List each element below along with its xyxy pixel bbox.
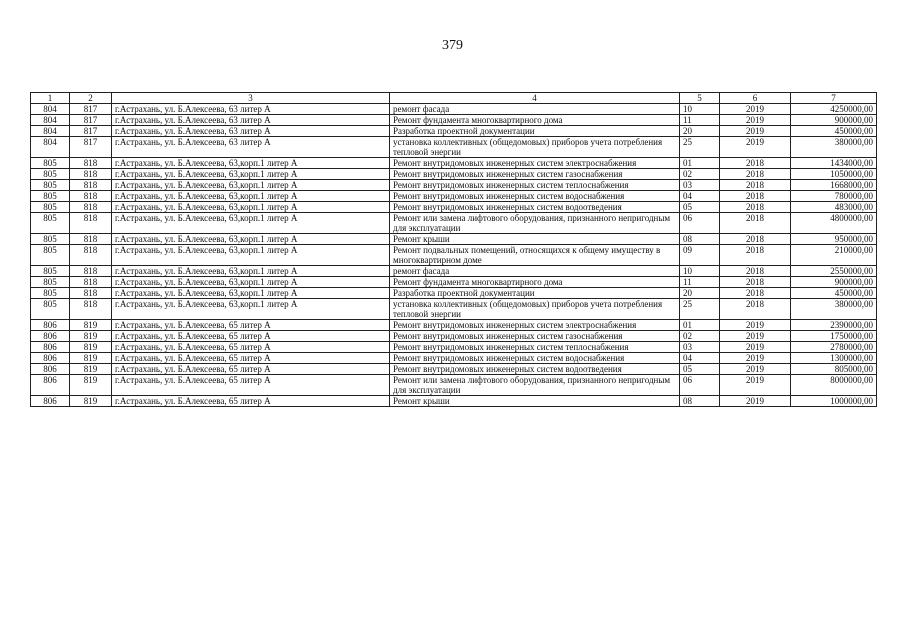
repair-schedule-table: [30, 92, 877, 407]
year-cell: 2018: [720, 202, 791, 213]
address-cell: г.Астрахань, ул. Б.Алексеева, 65 литер А: [112, 342, 390, 353]
record-number-cell: 818: [70, 299, 112, 320]
address-cell: г.Астрахань, ул. Б.Алексеева, 63,корп.1 литер А: [112, 213, 390, 234]
address-cell: г.Астрахань, ул. Б.Алексеева, 63 литер А: [112, 137, 390, 158]
record-number-cell: 819: [70, 331, 112, 342]
work-code-cell: 11: [680, 277, 720, 288]
row-number-cell: 805: [31, 191, 70, 202]
work-type-cell: установка коллективных (общедомовых) приборов учета потребления тепловой энергии: [390, 137, 680, 158]
page-number: 379: [442, 38, 463, 53]
table-row: [31, 180, 877, 191]
row-number-cell: 805: [31, 169, 70, 180]
year-cell: 2019: [720, 375, 791, 396]
work-code-cell: 03: [680, 180, 720, 191]
column-header: 5: [680, 93, 720, 104]
row-number-cell: 805: [31, 180, 70, 191]
column-header: 3: [112, 93, 390, 104]
header-row: [31, 93, 877, 104]
record-number-cell: 819: [70, 342, 112, 353]
row-number-cell: 805: [31, 158, 70, 169]
year-cell: 2018: [720, 191, 791, 202]
year-cell: 2018: [720, 158, 791, 169]
year-cell: 2019: [720, 342, 791, 353]
cost-cell: 1000000,00: [791, 396, 877, 407]
work-code-cell: 01: [680, 158, 720, 169]
row-number-cell: 804: [31, 137, 70, 158]
table-row: [31, 277, 877, 288]
table-row: [31, 234, 877, 245]
table-row: [31, 299, 877, 320]
table-row: [31, 396, 877, 407]
work-type-cell: Ремонт внутридомовых инженерных систем водоотведения: [390, 364, 680, 375]
cost-cell: 483000,00: [791, 202, 877, 213]
table-row: [31, 288, 877, 299]
work-type-cell: Ремонт подвальных помещений, относящихся к общему имуществу в многоквартирном доме: [390, 245, 680, 266]
record-number-cell: 818: [70, 277, 112, 288]
work-type-cell: Ремонт внутридомовых инженерных систем электроснабжения: [390, 158, 680, 169]
row-number-cell: 806: [31, 396, 70, 407]
record-number-cell: 818: [70, 245, 112, 266]
work-type-cell: Ремонт крыши: [390, 396, 680, 407]
work-type-cell: Ремонт фундамента многоквартирного дома: [390, 115, 680, 126]
work-type-cell: Разработка проектной документации: [390, 288, 680, 299]
address-cell: г.Астрахань, ул. Б.Алексеева, 65 литер А: [112, 375, 390, 396]
work-code-cell: 06: [680, 375, 720, 396]
work-type-cell: Разработка проектной документации: [390, 126, 680, 137]
year-cell: 2018: [720, 277, 791, 288]
cost-cell: 380000,00: [791, 137, 877, 158]
row-number-cell: 805: [31, 245, 70, 266]
cost-cell: 780000,00: [791, 191, 877, 202]
work-code-cell: 09: [680, 245, 720, 266]
table-row: [31, 245, 877, 266]
cost-cell: 1750000,00: [791, 331, 877, 342]
year-cell: 2019: [720, 115, 791, 126]
work-code-cell: 08: [680, 396, 720, 407]
address-cell: г.Астрахань, ул. Б.Алексеева, 63,корп.1 литер А: [112, 234, 390, 245]
record-number-cell: 819: [70, 396, 112, 407]
record-number-cell: 818: [70, 158, 112, 169]
row-number-cell: 805: [31, 234, 70, 245]
work-type-cell: Ремонт или замена лифтового оборудования, признанного непригодным для эксплуатации: [390, 375, 680, 396]
table-row: [31, 266, 877, 277]
cost-cell: 950000,00: [791, 234, 877, 245]
work-type-cell: Ремонт внутридомовых инженерных систем газоснабжения: [390, 169, 680, 180]
year-cell: 2019: [720, 137, 791, 158]
work-type-cell: Ремонт внутридомовых инженерных систем водоснабжения: [390, 191, 680, 202]
year-cell: 2019: [720, 396, 791, 407]
work-type-cell: Ремонт внутридомовых инженерных систем электроснабжения: [390, 320, 680, 331]
work-type-cell: ремонт фасада: [390, 266, 680, 277]
year-cell: 2018: [720, 299, 791, 320]
work-code-cell: 25: [680, 299, 720, 320]
year-cell: 2019: [720, 320, 791, 331]
row-number-cell: 806: [31, 331, 70, 342]
year-cell: 2018: [720, 169, 791, 180]
record-number-cell: 817: [70, 115, 112, 126]
work-type-cell: Ремонт внутридомовых инженерных систем водоснабжения: [390, 353, 680, 364]
column-header: 2: [70, 93, 112, 104]
column-header: 7: [791, 93, 877, 104]
address-cell: г.Астрахань, ул. Б.Алексеева, 63 литер А: [112, 126, 390, 137]
address-cell: г.Астрахань, ул. Б.Алексеева, 65 литер А: [112, 353, 390, 364]
cost-cell: 450000,00: [791, 288, 877, 299]
cost-cell: 2390000,00: [791, 320, 877, 331]
address-cell: г.Астрахань, ул. Б.Алексеева, 63,корп.1 литер А: [112, 158, 390, 169]
table-row: [31, 213, 877, 234]
address-cell: г.Астрахань, ул. Б.Алексеева, 63,корп.1 литер А: [112, 266, 390, 277]
address-cell: г.Астрахань, ул. Б.Алексеева, 65 литер А: [112, 364, 390, 375]
year-cell: 2019: [720, 364, 791, 375]
work-code-cell: 01: [680, 320, 720, 331]
table-row: [31, 331, 877, 342]
work-code-cell: 25: [680, 137, 720, 158]
cost-cell: 1668000,00: [791, 180, 877, 191]
address-cell: г.Астрахань, ул. Б.Алексеева, 65 литер А: [112, 396, 390, 407]
cost-cell: 210000,00: [791, 245, 877, 266]
table-row: [31, 104, 877, 115]
record-number-cell: 818: [70, 180, 112, 191]
table-row: [31, 202, 877, 213]
row-number-cell: 804: [31, 115, 70, 126]
record-number-cell: 818: [70, 266, 112, 277]
address-cell: г.Астрахань, ул. Б.Алексеева, 63,корп.1 литер А: [112, 299, 390, 320]
table-row: [31, 158, 877, 169]
work-type-cell: Ремонт внутридомовых инженерных систем водоотведения: [390, 202, 680, 213]
cost-cell: 450000,00: [791, 126, 877, 137]
record-number-cell: 818: [70, 191, 112, 202]
year-cell: 2018: [720, 266, 791, 277]
work-code-cell: 11: [680, 115, 720, 126]
address-cell: г.Астрахань, ул. Б.Алексеева, 63,корп.1 литер А: [112, 191, 390, 202]
row-number-cell: 805: [31, 213, 70, 234]
year-cell: 2018: [720, 213, 791, 234]
work-code-cell: 10: [680, 104, 720, 115]
work-type-cell: установка коллективных (общедомовых) приборов учета потребления тепловой энергии: [390, 299, 680, 320]
record-number-cell: 817: [70, 126, 112, 137]
cost-cell: 4800000,00: [791, 213, 877, 234]
year-cell: 2018: [720, 245, 791, 266]
table-row: [31, 320, 877, 331]
cost-cell: 8000000,00: [791, 375, 877, 396]
work-code-cell: 10: [680, 266, 720, 277]
address-cell: г.Астрахань, ул. Б.Алексеева, 65 литер А: [112, 320, 390, 331]
column-header: 4: [390, 93, 680, 104]
work-code-cell: 03: [680, 342, 720, 353]
column-header: 6: [720, 93, 791, 104]
record-number-cell: 819: [70, 320, 112, 331]
work-type-cell: Ремонт внутридомовых инженерных систем газоснабжения: [390, 331, 680, 342]
work-code-cell: 02: [680, 169, 720, 180]
record-number-cell: 818: [70, 234, 112, 245]
address-cell: г.Астрахань, ул. Б.Алексеева, 65 литер А: [112, 331, 390, 342]
cost-cell: 1300000,00: [791, 353, 877, 364]
table-row: [31, 364, 877, 375]
address-cell: г.Астрахань, ул. Б.Алексеева, 63,корп.1 литер А: [112, 180, 390, 191]
table-row: [31, 191, 877, 202]
table-row: [31, 137, 877, 158]
work-type-cell: Ремонт крыши: [390, 234, 680, 245]
year-cell: 2019: [720, 331, 791, 342]
cost-cell: 2780000,00: [791, 342, 877, 353]
cost-cell: 4250000,00: [791, 104, 877, 115]
address-cell: г.Астрахань, ул. Б.Алексеева, 63,корп.1 литер А: [112, 277, 390, 288]
record-number-cell: 817: [70, 137, 112, 158]
table-body: [31, 104, 877, 407]
row-number-cell: 806: [31, 364, 70, 375]
work-code-cell: 05: [680, 202, 720, 213]
address-cell: г.Астрахань, ул. Б.Алексеева, 63 литер А: [112, 115, 390, 126]
table-row: [31, 115, 877, 126]
row-number-cell: 806: [31, 342, 70, 353]
address-cell: г.Астрахань, ул. Б.Алексеева, 63,корп.1 литер А: [112, 245, 390, 266]
row-number-cell: 806: [31, 375, 70, 396]
table-row: [31, 353, 877, 364]
record-number-cell: 818: [70, 213, 112, 234]
work-type-cell: Ремонт или замена лифтового оборудования, признанного непригодным для эксплуатации: [390, 213, 680, 234]
cost-cell: 2550000,00: [791, 266, 877, 277]
year-cell: 2019: [720, 126, 791, 137]
work-code-cell: 08: [680, 234, 720, 245]
cost-cell: 380000,00: [791, 299, 877, 320]
row-number-cell: 805: [31, 202, 70, 213]
work-code-cell: 02: [680, 331, 720, 342]
row-number-cell: 806: [31, 353, 70, 364]
address-cell: г.Астрахань, ул. Б.Алексеева, 63 литер А: [112, 104, 390, 115]
row-number-cell: 805: [31, 299, 70, 320]
work-code-cell: 05: [680, 364, 720, 375]
cost-cell: 1050000,00: [791, 169, 877, 180]
record-number-cell: 819: [70, 364, 112, 375]
address-cell: г.Астрахань, ул. Б.Алексеева, 63,корп.1 литер А: [112, 202, 390, 213]
work-type-cell: ремонт фасада: [390, 104, 680, 115]
table-row: [31, 126, 877, 137]
work-code-cell: 20: [680, 288, 720, 299]
cost-cell: 900000,00: [791, 115, 877, 126]
year-cell: 2019: [720, 353, 791, 364]
year-cell: 2018: [720, 234, 791, 245]
row-number-cell: 805: [31, 266, 70, 277]
record-number-cell: 819: [70, 353, 112, 364]
work-code-cell: 04: [680, 191, 720, 202]
cost-cell: 900000,00: [791, 277, 877, 288]
record-number-cell: 818: [70, 288, 112, 299]
address-cell: г.Астрахань, ул. Б.Алексеева, 63,корп.1 литер А: [112, 288, 390, 299]
row-number-cell: 804: [31, 104, 70, 115]
year-cell: 2019: [720, 104, 791, 115]
cost-cell: 1434000,00: [791, 158, 877, 169]
work-type-cell: Ремонт внутридомовых инженерных систем теплоснабжения: [390, 180, 680, 191]
work-code-cell: 20: [680, 126, 720, 137]
row-number-cell: 806: [31, 320, 70, 331]
record-number-cell: 818: [70, 169, 112, 180]
work-type-cell: Ремонт фундамента многоквартирного дома: [390, 277, 680, 288]
table-row: [31, 169, 877, 180]
address-cell: г.Астрахань, ул. Б.Алексеева, 63,корп.1 литер А: [112, 169, 390, 180]
record-number-cell: 818: [70, 202, 112, 213]
table-row: [31, 375, 877, 396]
table-row: [31, 342, 877, 353]
work-type-cell: Ремонт внутридомовых инженерных систем теплоснабжения: [390, 342, 680, 353]
record-number-cell: 817: [70, 104, 112, 115]
column-header: 1: [31, 93, 70, 104]
year-cell: 2018: [720, 180, 791, 191]
row-number-cell: 805: [31, 288, 70, 299]
row-number-cell: 805: [31, 277, 70, 288]
work-code-cell: 06: [680, 213, 720, 234]
cost-cell: 805000,00: [791, 364, 877, 375]
record-number-cell: 819: [70, 375, 112, 396]
year-cell: 2018: [720, 288, 791, 299]
work-code-cell: 04: [680, 353, 720, 364]
row-number-cell: 804: [31, 126, 70, 137]
